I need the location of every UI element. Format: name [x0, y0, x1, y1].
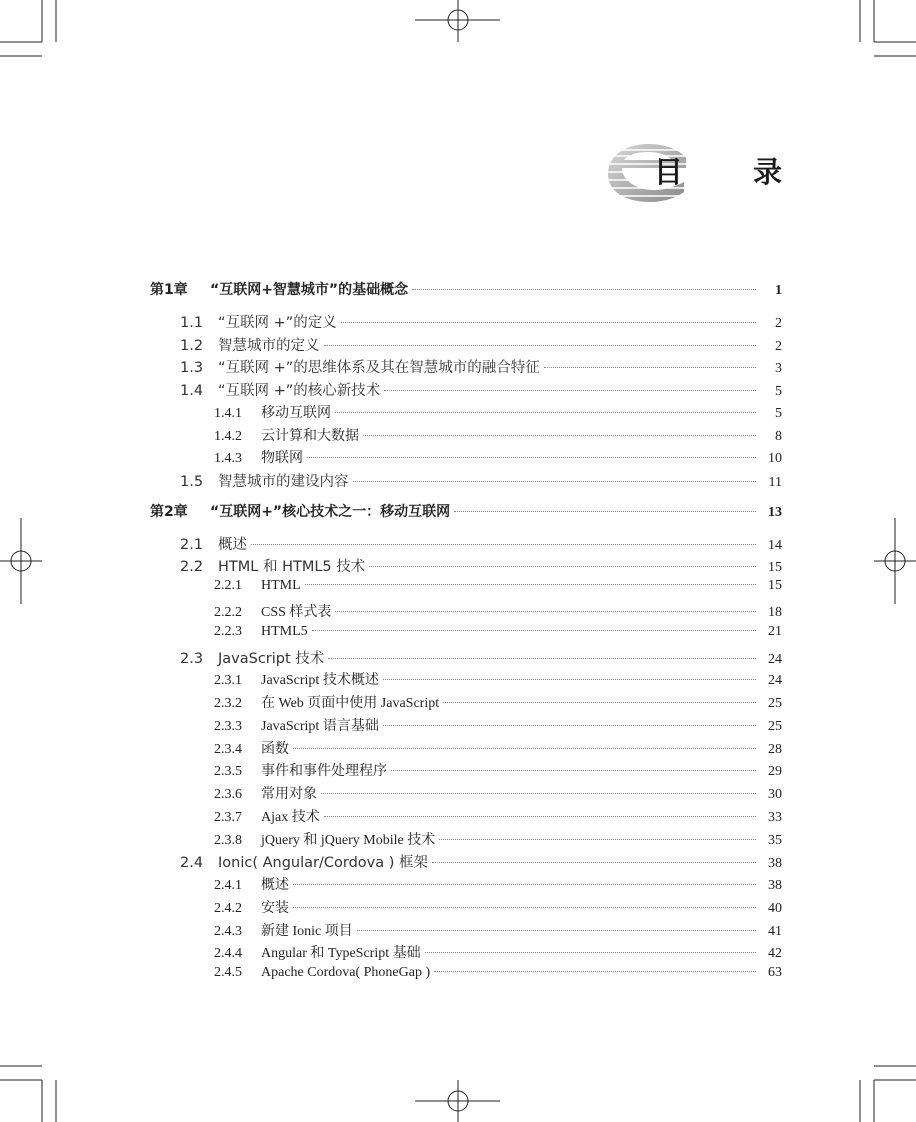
toc-page: 33 — [768, 810, 782, 825]
toc-section[interactable] — [180, 311, 782, 332]
toc-number: 2.3.8 — [214, 833, 242, 848]
toc-number: 1.2 — [180, 338, 204, 354]
dot-leader — [305, 584, 756, 585]
dot-leader — [432, 862, 756, 863]
toc-subsection[interactable] — [214, 425, 782, 445]
toc-title: 移动互联网 — [261, 406, 331, 421]
dot-leader — [544, 367, 756, 368]
toc-page: 28 — [768, 742, 782, 757]
toc-page: 21 — [768, 624, 782, 639]
toc-title: JavaScript 语言基础 — [261, 719, 379, 734]
dot-leader — [321, 793, 756, 794]
toc-chapter[interactable] — [150, 279, 782, 299]
toc-page: 8 — [775, 429, 782, 444]
toc-title: “互联网 +”的核心新技术 — [218, 383, 381, 399]
toc-number: 2.3.2 — [214, 696, 242, 711]
toc-number: 2.2.2 — [214, 605, 242, 620]
toc-page: 1 — [775, 283, 782, 298]
toc-number: 2.3.5 — [214, 764, 242, 779]
dot-leader — [293, 748, 756, 749]
toc-subsection[interactable] — [214, 715, 782, 735]
toc-page: 40 — [768, 901, 782, 916]
toc-page: 29 — [768, 764, 782, 779]
toc-title: 事件和事件处理程序 — [261, 764, 387, 779]
toc-number: 1.3 — [180, 360, 204, 376]
toc-page: 5 — [775, 384, 782, 399]
toc-title: Ajax 技术 — [261, 810, 320, 825]
toc-subsection[interactable] — [214, 760, 782, 780]
toc-number: 2.3.7 — [214, 810, 242, 825]
dot-leader — [324, 816, 756, 817]
dot-leader — [324, 345, 757, 346]
toc-page: 25 — [768, 696, 782, 711]
toc-title: JavaScript 技术 — [218, 651, 325, 667]
toc-title: HTML — [261, 578, 301, 593]
toc-subsection[interactable] — [214, 829, 782, 849]
toc-title: 在 Web 页面中使用 JavaScript — [261, 696, 440, 711]
toc-title: Apache Cordova( PhoneGap ) — [261, 965, 431, 980]
toc-subsection[interactable] — [214, 578, 782, 594]
dot-leader — [443, 702, 756, 703]
toc-number: 2.4.5 — [214, 965, 242, 980]
dot-leader — [353, 481, 757, 482]
dot-leader — [369, 566, 756, 567]
toc-title: HTML5 — [261, 624, 308, 639]
toc-page: 15 — [768, 560, 782, 575]
toc-number: 2.2 — [180, 559, 204, 575]
toc-page: 38 — [768, 856, 782, 871]
toc-page: 63 — [768, 965, 782, 980]
dot-leader — [425, 952, 756, 953]
toc-page: 15 — [768, 578, 782, 593]
toc-number: 第2章 — [150, 504, 188, 520]
toc-number: 1.4.3 — [214, 451, 242, 466]
dot-leader — [328, 658, 756, 659]
toc-page: 42 — [768, 946, 782, 961]
toc-title: HTML 和 HTML5 技术 — [218, 559, 366, 575]
dot-leader — [383, 725, 756, 726]
toc-number: 2.3.1 — [214, 673, 242, 688]
toc-title: 云计算和大数据 — [261, 429, 359, 444]
toc-number: 2.4.4 — [214, 946, 242, 961]
toc-title: JavaScript 技术概述 — [261, 673, 379, 688]
toc-chapter[interactable] — [150, 501, 782, 521]
toc-subsection[interactable] — [214, 965, 782, 981]
dot-leader — [434, 971, 756, 972]
toc-subsection[interactable] — [214, 806, 782, 826]
toc-title: Angular 和 TypeScript 基础 — [261, 946, 421, 961]
toc-title: “互联网 +”的思维体系及其在智慧城市的融合特征 — [218, 360, 540, 376]
toc-subsection[interactable] — [214, 874, 782, 894]
toc-page: 10 — [768, 451, 782, 466]
toc-page: 24 — [768, 652, 782, 667]
toc-page: 11 — [768, 475, 782, 490]
toc-subsection[interactable] — [214, 920, 782, 940]
dot-leader — [312, 630, 756, 631]
toc-title: 智慧城市的定义 — [218, 338, 320, 354]
toc-subsection[interactable] — [214, 692, 782, 712]
dot-leader — [391, 770, 756, 771]
toc-title: 物联网 — [261, 451, 303, 466]
toc-page: 5 — [775, 406, 782, 421]
toc-number: 1.4 — [180, 383, 204, 399]
toc-title: 函数 — [261, 742, 289, 757]
dot-leader — [357, 930, 756, 931]
toc-number: 1.4.2 — [214, 429, 242, 444]
toc-number: 2.2.1 — [214, 578, 242, 593]
dot-leader — [307, 457, 756, 458]
toc-number: 2.4.1 — [214, 878, 242, 893]
dot-leader — [251, 544, 756, 545]
toc-section[interactable] — [180, 647, 782, 668]
toc-section[interactable] — [180, 379, 782, 400]
toc-subsection[interactable] — [214, 601, 782, 621]
toc-title: 常用对象 — [261, 787, 317, 802]
toc-page: 2 — [775, 339, 782, 354]
toc-number: 1.5 — [180, 474, 204, 490]
dot-leader — [335, 611, 756, 612]
toc-subsection[interactable] — [214, 624, 782, 640]
toc-subsection[interactable] — [214, 402, 782, 422]
toc-title: “互联网+智慧城市”的基础概念 — [210, 282, 409, 298]
toc-page: 14 — [768, 538, 782, 553]
toc-number: 第1章 — [150, 282, 188, 298]
toc-title: 安装 — [261, 901, 289, 916]
toc-section[interactable] — [180, 334, 782, 355]
toc-page: 3 — [775, 361, 782, 376]
toc-page: 25 — [768, 719, 782, 734]
toc-section[interactable] — [180, 851, 782, 872]
toc-section[interactable] — [180, 470, 782, 491]
toc-subsection[interactable] — [214, 669, 782, 689]
toc-title: jQuery 和 jQuery Mobile 技术 — [261, 833, 436, 848]
dot-leader — [384, 390, 756, 391]
dot-leader — [383, 679, 756, 680]
toc-page: 35 — [768, 833, 782, 848]
toc-page: 41 — [768, 924, 782, 939]
toc-page: 13 — [768, 505, 782, 520]
dot-leader — [341, 322, 756, 323]
toc-title: “互联网+”核心技术之一：移动互联网 — [210, 504, 451, 520]
toc-number: 2.1 — [180, 537, 204, 553]
toc-number: 2.3.4 — [214, 742, 242, 757]
toc-section[interactable] — [180, 533, 782, 554]
toc-subsection[interactable] — [214, 738, 782, 758]
toc-title: 概述 — [261, 878, 289, 893]
dot-leader — [439, 839, 756, 840]
dot-leader — [454, 511, 756, 512]
toc-title: “互联网 +”的定义 — [218, 315, 337, 331]
toc-subsection[interactable] — [214, 942, 782, 962]
toc-number: 2.2.3 — [214, 624, 242, 639]
toc-page: 38 — [768, 878, 782, 893]
toc-title: 目 录 — [653, 155, 812, 189]
toc-number: 2.3.3 — [214, 719, 242, 734]
toc-title: Ionic( Angular/Cordova ) 框架 — [218, 855, 428, 871]
toc-title: 概述 — [218, 537, 247, 553]
dot-leader — [293, 884, 756, 885]
dot-leader — [335, 412, 756, 413]
toc-number: 2.4.2 — [214, 901, 242, 916]
toc-subsection[interactable] — [214, 897, 782, 917]
toc-number: 1.4.1 — [214, 406, 242, 421]
toc-section[interactable] — [180, 555, 782, 576]
toc-title: CSS 样式表 — [261, 605, 332, 620]
toc-number: 2.3.6 — [214, 787, 242, 802]
toc-number: 2.4 — [180, 855, 204, 871]
toc-page: 24 — [768, 673, 782, 688]
toc-number: 1.1 — [180, 315, 204, 331]
dot-leader — [412, 289, 756, 290]
dot-leader — [363, 435, 756, 436]
toc-number: 2.4.3 — [214, 924, 242, 939]
dot-leader — [293, 907, 756, 908]
toc-section[interactable] — [180, 356, 782, 377]
toc-number: 2.3 — [180, 651, 204, 667]
toc-page: 30 — [768, 787, 782, 802]
toc-page: 2 — [775, 316, 782, 331]
toc-subsection[interactable] — [214, 783, 782, 803]
toc-page: 18 — [768, 605, 782, 620]
toc-title: 智慧城市的建设内容 — [218, 474, 349, 490]
toc-subsection[interactable] — [214, 447, 782, 467]
toc-title: 新建 Ionic 项目 — [261, 924, 353, 939]
